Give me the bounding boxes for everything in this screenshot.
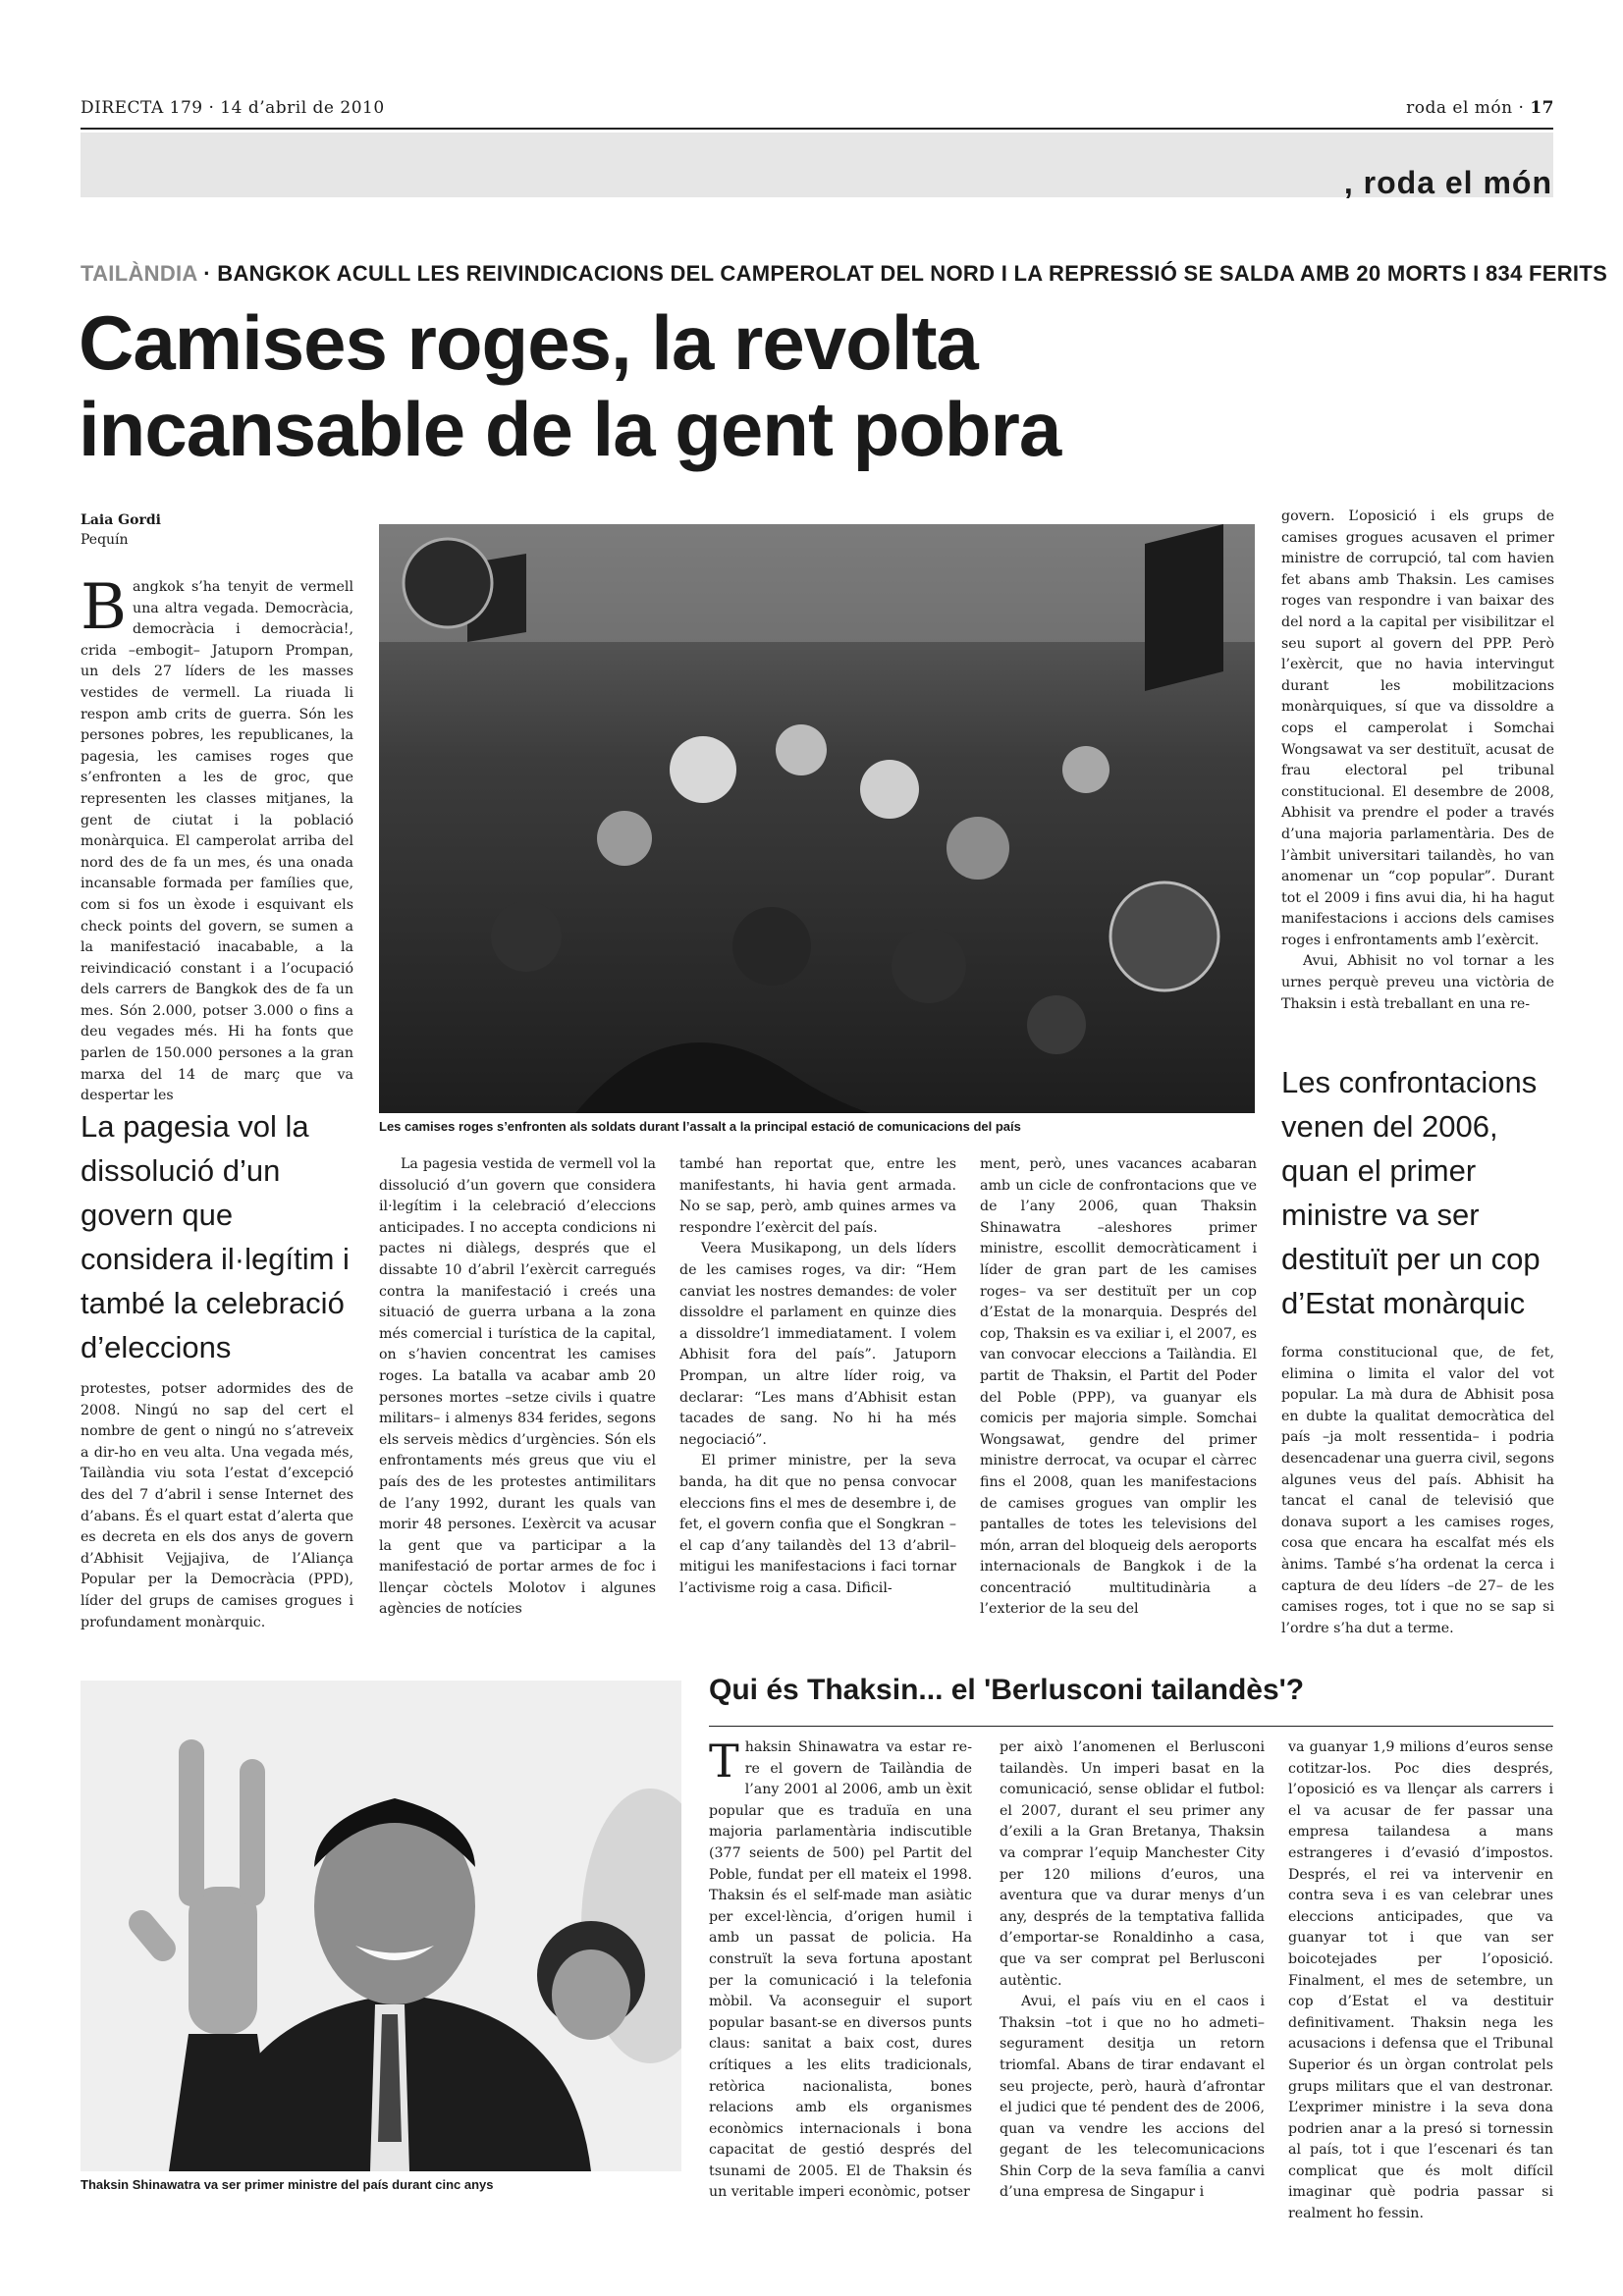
page-number: 17 bbox=[1530, 98, 1554, 118]
article-column-5-bottom: forma constitucional que, de fet, elimina o limita el valor del vot popular. La mà dura de Abhisit posa en dubte la qualitat democràtica del país –ja molt ressentida– i podria desencadenar una guerra civil, segons algunes veus del país. Abhisit ha tancat el canal de televisió que donava suport a les camises roges, cosa que encara ha escalfat més els ànims. També s’ha ordenat la cerca i captura de deu líders –de 27– de les camises roges, tot i que no se sap si l’ordre s’ha dut a terme. bbox=[1281, 1345, 1554, 1636]
headline-line-2: incansable de la gent pobra bbox=[79, 386, 1061, 472]
protest-photo bbox=[379, 524, 1255, 1113]
sidebar-col2-paragraph-1: per això l’anomenen el Berlusconi tailandès. Un imperi basat en la comunicació, sense oblidar el futbol: el 2007, durant el seu primer any d’exili a la Gran Bretanya, Thaksin va comprar l’equip Manchester City per 120 milions d’euros, una aventura que va durar menys d’un any, després de la temptativa fallida d’emportar-se Ronaldinho a casa, que va ser comprat pel Berlusconi autèntic. bbox=[1000, 1739, 1265, 1989]
dateline: Pequín bbox=[81, 532, 129, 548]
author-name: Laia Gordi bbox=[81, 512, 161, 528]
kicker-text: · BANGKOK ACULL LES REIVINDICACIONS DEL CAMPEROLAT DEL NORD I LA REPRESSIÓ SE SALDA AMB 20 MORTS I 834 FERITS bbox=[203, 261, 1608, 286]
byline bbox=[81, 510, 161, 550]
header-rule bbox=[81, 128, 1553, 130]
sidebar-photo-caption: Thaksin Shinawatra va ser primer ministre del país durant cinc anys bbox=[81, 2177, 494, 2192]
article-column-3 bbox=[679, 1154, 956, 1599]
protest-photo-image bbox=[379, 524, 1255, 1113]
main-photo-caption: Les camises roges s’enfronten als soldats durant l’assalt a la principal estació de comunicacions del país bbox=[379, 1119, 1021, 1134]
folio-section: roda el món · bbox=[1406, 98, 1525, 118]
section-label: , roda el món bbox=[1343, 165, 1552, 200]
article-column-2: La pagesia vestida de vermell vol la dissolució d’un govern que considera il·legítim i la celebració d’eleccions anticipades. I no accepta condicions ni pactes ni diàlegs, després que el dissabte 10 d’abril l’exèrcit carregués contra la manifestació i creés una situació de guerra urbana a la zona més comercial i turística de la capital, on s’havien concentrat les camises roges. La batalla va acabar amb 20 persones mortes –setze civils i quatre militars– i almenys 834 ferides, segons els serveis mèdics d’urgències. Són els enfrontaments més greus que viu el país des de les protestes antimilitars de l’any 1992, durant les quals van morir 48 persones. L’exèrcit va acusar la gent que va participar a la manifestació de portar armes de foc i llençar còctels Molotov i algunes agències de notícies bbox=[379, 1156, 656, 1618]
article-column-5-top bbox=[1281, 507, 1554, 1015]
issue-date: DIRECTA 179 · 14 d’abril de 2010 bbox=[81, 98, 385, 118]
sidebar-column-3: va guanyar 1,9 milions d’euros sense cotitzar-los. Poc dies després, l’oposició es va llençar als carrers i el va acusar de fer passar una empresa tailandesa a mans estrangeres i d’evasió d’impostos. Després, el rei va intervenir en contra seva i es van celebrar unes eleccions anticipades, que va guanyar tot i que van ser boicotejades per l’oposició. Finalment, el mes de setembre, un cop d’Estat el va destituir definitivament. Thaksin nega les acusacions i defensa que el Tribunal Superior és un òrgan controlat pels grups militars que el van destronar. L’exprimer ministre i la seva dona podrien anar a la presó si tornessin al país, tot i que l’escenari és tan complicat que és molt difícil imaginar què podria passar si realment ho fessin. bbox=[1288, 1739, 1553, 2222]
page-folio bbox=[1406, 98, 1554, 118]
article-column-1-top bbox=[81, 571, 353, 1107]
sidebar-lead-text: haksin Shinawatra va estar re-re el govern de Tailàndia de l’any 2001 al 2006, amb un èxit popular que es traduïa en una majoria parlamentària indiscutible (377 seients de 500) pel Partit del Poble, fundat per ell mateix el 1998. Thaksin és el self-made man asiàtic per excel·lència, d’origen humil i amb un passat de policia. Ha construït la seva fortuna apostant per la comunicació i la telefonia mòbil. Va aconseguir el suport popular basant-se en diversos punts claus: sanitat a baix cost, dures crítiques a les elits tradicionals, retòrica nacionalista, bones relacions amb els organismes econòmics internacionals i bona capacitat de gestió després del tsunami de 2005. El de Thaksin és un veritable imperi econòmic, potser bbox=[709, 1739, 972, 2201]
headline-line-1: Camises roges, la revolta bbox=[79, 299, 978, 386]
article-column-1-bottom: protestes, potser adormides des de 2008. Ningú no sap del cert el nombre de gent o ningú no s’atreveix a dir-ho en veu alta. Una vegada més, Tailàndia viu sota l’estat d’excepció des del 7 d’abril i sense Internet des d’abans. És el quart estat d’alerta que es decreta en els dos anys de govern d’Abhisit Vejjajiva, de l’Aliança Popular per la Democràcia (PPD), líder del grups de camises grogues i profundament monàrquic. bbox=[81, 1381, 353, 1630]
col5-paragraph-1: govern. L’oposició i els grups de camises grogues acusaven el primer ministre de corrupció, tal com havien fet abans amb Thaksin. Les camises roges van respondre i van baixar des del nord a la capital per visibilitzar el seu suport al govern del PPP. Però l’exèrcit, que no havia intervingut durant les mobilitzacions monàrquiques, sí que va dissoldre a cops el camperolat i Somchai Wongsawat va ser destituït, acusat de frau electoral pel tribunal constitucional. El desembre de 2008, Abhisit va prendre el poder a través d’una majoria parlamentària. Des de l’àmbit universitari tailandès, ho van anomenar un “cop popular”. Durant tot el 2009 i fins avui dia, hi ha hagut manifestacions i accions dels camises roges i enfrontaments amb l’exèrcit. bbox=[1281, 508, 1554, 948]
article-kicker bbox=[81, 261, 1607, 287]
sidebar-drop-cap: T bbox=[709, 1735, 739, 1788]
col5-paragraph-2: Avui, Abhisit no vol tornar a les urnes perquè preveu una victòria de Thaksin i està treballant en una re- bbox=[1281, 953, 1554, 1012]
col3-paragraph-3: El primer ministre, per la seva banda, ha dit que no pensa convocar eleccions fins el mes de desembre i, de fet, el govern confia que el Songkran –el cap d’any tailandès del 13 d’abril– mitigui les manifestacions i faci tornar l’activisme roig a casa. Dificil- bbox=[679, 1453, 956, 1596]
thaksin-photo-image bbox=[81, 1681, 681, 2171]
sidebar-rule bbox=[709, 1726, 1553, 1727]
sidebar-col2-paragraph-2: Avui, el país viu en el caos i Thaksin –tot i que no ho admeti– segurament desitja un retorn triomfal. Abans de tirar endavant el seu projecte, però, haurà d’afrontar el judici que té pendent des de 2006, quan va vendre les accions del gegant de les telecomunicacions Shin Corp de la seva família a canvi d’una empresa de Singapur i bbox=[1000, 1994, 1265, 2201]
col3-paragraph-2: Veera Musikapong, un dels líders de les camises roges, va dir: “Hem canviat les nostres demandes: de voler dissoldre el parlament en quinze dies a dissoldre’l immediatament. I volem Abhisit fora del país”. Jatuporn Prompan, un altre líder roig, va declarar: “Les mans d’Abhisit estan tacades de sang. No hi ha més negociació”. bbox=[679, 1241, 956, 1448]
section-band bbox=[81, 133, 1553, 197]
sidebar-title: Qui és Thaksin... el 'Berlusconi tailandès'? bbox=[709, 1674, 1305, 1706]
sidebar-column-1 bbox=[709, 1737, 972, 2204]
sidebar-column-2 bbox=[1000, 1737, 1265, 2204]
pull-quote-left: La pagesia vol la dissolució d’un govern que considera il·legítim i també la celebració d’eleccions bbox=[81, 1109, 350, 1364]
article-column-4: ment, però, unes vacances acabaran amb un cicle de confrontacions que ve de l’any 2006, quan Thaksin Shinawatra –aleshores primer ministre, escollit democràticament i líder de gran part de les camises roges– va ser destituït per un cop d’Estat de la monarquia. Després del cop, Thaksin es va exiliar i, el 2007, es van convocar eleccions a Tailàndia. El partit de Thaksin, el Partit del Poder del Poble (PPP), va guanyar els comicis per majoria simple. Somchai Wongsawat, gendre del primer ministre derrocat, va ocupar el càrrec fins el 2008, quan les manifestacions de camises grogues van omplir les pantalles de totes les televisions del món, arran del bloqueig dels aeroports internacionals de Bangkok i de la concentració multitudinària a l’exterior de la seu del bbox=[980, 1156, 1257, 1618]
col3-paragraph-1: també han reportat que, entre les manifestants, hi havia gent armada. No se sap, però, amb quines armes va respondre l’exèrcit del país. bbox=[679, 1156, 956, 1236]
pull-quote-right: Les confrontacions venen del 2006, quan el primer ministre va ser destituït per un cop d’Estat monàrquic bbox=[1281, 1065, 1541, 1320]
article-headline bbox=[79, 299, 1159, 472]
thaksin-photo bbox=[81, 1681, 681, 2171]
article-lead-text: angkok s’ha tenyit de vermell una altra vegada. Democràcia, democràcia i democràcia!, crida –embogit– Jatuporn Prompan, un dels 27 líders de les masses vestides de vermell. La riuada li respon amb crits de guerra. Són les persones pobres, les republicanes, la pagesia, les camises roges que s’enfronten a les de groc, que representen les classes mitjanes, la gent de ciutat i la població monàrquica. El camperolat arriba del nord des de fa un mes, és una onada incansable formada per famílies que, com si fos un èxode i esquivant els check points del govern, se sumen a la manifestació inacabable, a la reivindicació constant i a l’ocupació dels carrers de Bangkok des de fa un mes. Són 2.000, potser 3.000 o fins a deu vegades més. Hi ha fonts que parlen de 150.000 persones a la gran marxa del 14 de març que va despertar les bbox=[81, 579, 353, 1104]
kicker-tag: TAILÀNDIA bbox=[81, 261, 197, 286]
drop-cap: B bbox=[81, 571, 128, 644]
